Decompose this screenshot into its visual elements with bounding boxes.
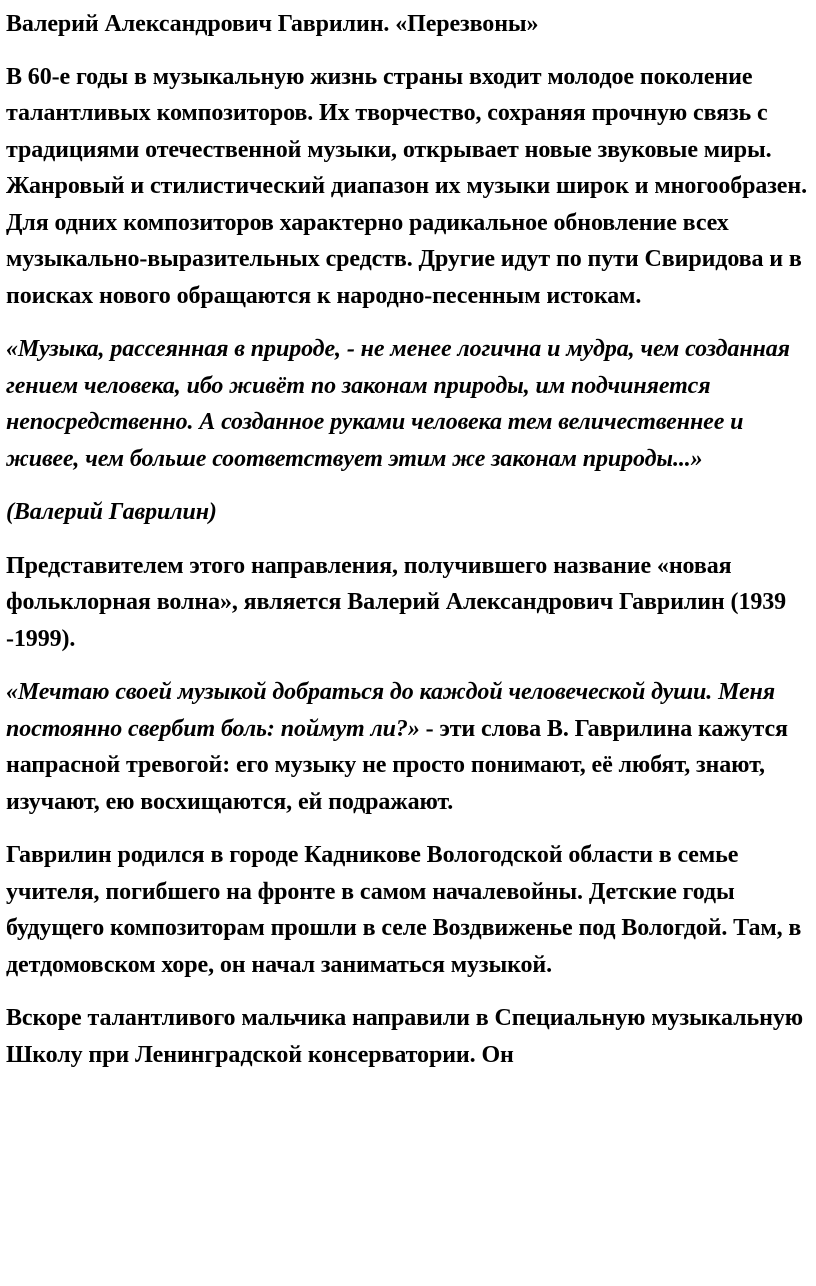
- school-paragraph: Вскоре талантливого мальчика направили в Специальную музыкальную Школу при Ленинградской консерватории. Он: [6, 1005, 803, 1068]
- document-title: Валерий Александрович Гаврилин. «Перезвоны»: [6, 11, 539, 37]
- representative-paragraph: Представителем этого направления, получившего название «новая фольклорная волна», является Валерий Александрович Гаврилин (1939 -1999).: [6, 552, 787, 652]
- quote-paragraph: [6, 674, 808, 820]
- epigraph-author: (Валерий Гаврилин): [6, 499, 217, 525]
- birth-paragraph: Гаврилин родился в городе Кадникове Вологодской области в семье учителя, погибшего на фронте в самом началевойны. Детские годы будущего композиторам прошли в селе Воздвиженье под Вологдой. Там, в детдомовском хоре, он начал заниматься музыкой.: [6, 842, 802, 978]
- epigraph-quote: «Музыка, рассеянная в природе, - не менее логична и мудра, чем созданная гением человека, ибо живёт по законам природы, им подчиняется непосредственно. А созданное руками человека тем величественнее и живее, чем больше соответствует этим же законам природы...»: [6, 336, 790, 472]
- quote-commentary: - эти слова В. Гаврилина кажутся напрасной тревогой: его музыку не просто понимают, её любят, знают, изучают, ею восхищаются, ей подражают.: [6, 715, 788, 815]
- intro-paragraph: В 60-е годы в музыкальную жизнь страны входит молодое поколение талантливых композиторов. Их творчество, сохраняя прочную связь с традициями отечественной музыки, открывает новые звуковые миры. Жанровый и стилистический диапазон их музыки широк и многообразен. Для одних композиторов характерно радикальное обновление всех музыкально-выразительных средств. Другие идут по пути Свиридова и в поисках нового обращаются к народно-песенным истокам.: [6, 63, 807, 309]
- composer-quote: «Мечтаю своей музыкой добраться до каждой человеческой души. Меня постоянно свербит боль: поймут ли?»: [6, 679, 776, 742]
